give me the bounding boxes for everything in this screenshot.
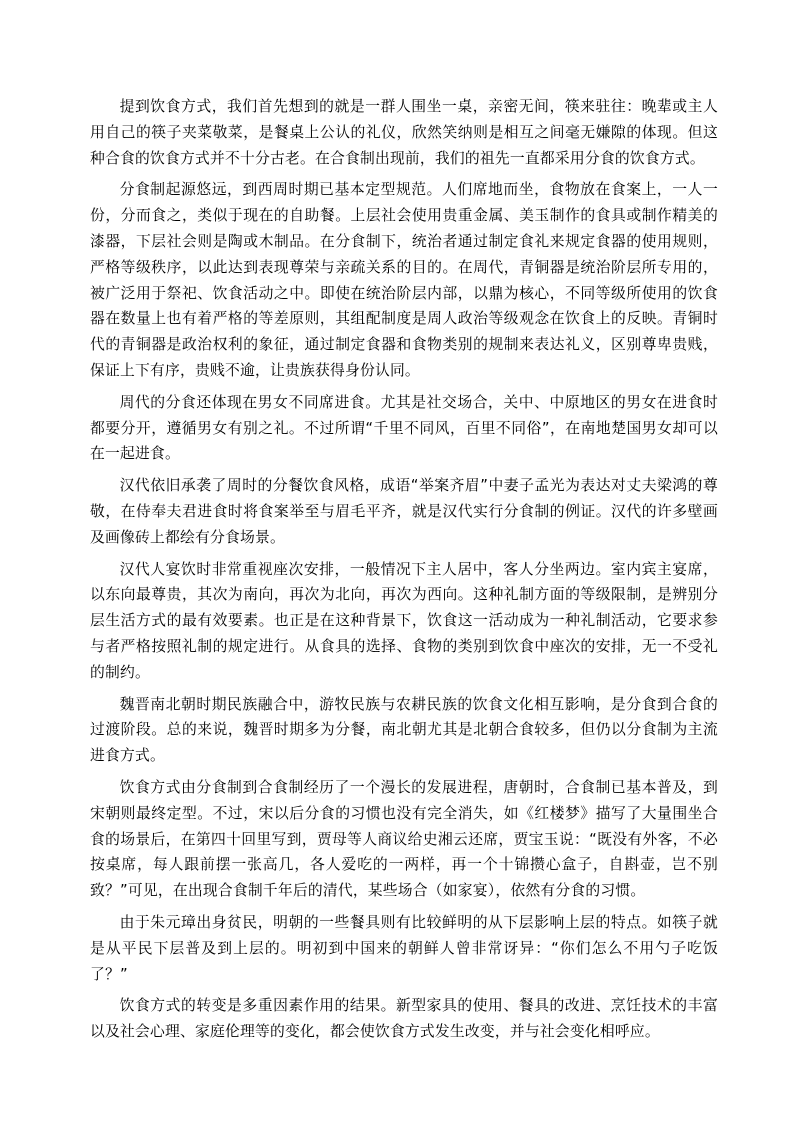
- paragraph-8: 由于朱元璋出身贫民，明朝的一些餐具则有比较鲜明的从下层影响上层的特点。如筷子就是从平民下层普及到上层的。明初到中国来的朝鲜人曾非常讶异：“你们怎么不用勺子吃饭了？”: [90, 913, 718, 983]
- paragraph-3: 周代的分食还体现在男女不同席进食。尤其是社交场合，关中、中原地区的男女在进食时都要分开，遵循男女有别之礼。不过所谓“千里不同风，百里不同俗”，在南地楚国男女却可以在一起进食。: [90, 393, 718, 463]
- paragraph-5: 汉代人宴饮时非常重视座次安排，一般情况下主人居中，客人分坐两边。室内宾主宴席，以东向最尊贵，其次为南向，再次为北向，再次为西向。这种礼制方面的等级限制，是辨别分层生活方式的最有效要素。也正是在这种背景下，饮食这一活动成为一种礼制活动，它要求参与者严格按照礼制的规定进行。从食具的选择、食物的类别到饮食中座次的安排，无一不受礼的制约。: [90, 560, 718, 681]
- paragraph-1: 提到饮食方式，我们首先想到的就是一群人围坐一桌，亲密无间，筷来驻往：晚辈或主人用自己的筷子夹菜敬菜，是餐桌上公认的礼仪，欣然笑纳则是相互之间毫无嫌隙的体现。但这种合食的饮食方式并不十分古老。在合食制出现前，我们的祖先一直都采用分食的饮食方式。: [90, 98, 718, 167]
- paragraph-4: 汉代依旧承袭了周时的分餐饮食风格，成语“举案齐眉”中妻子孟光为表达对丈夫梁鸿的尊敬，在侍奉夫君进食时将食案举至与眉毛平齐，就是汉代实行分食制的例证。汉代的许多壁画及画像砖上都绘有分食场景。: [90, 477, 718, 546]
- paragraph-7: 饮食方式由分食制到合食制经历了一个漫长的发展进程，唐朝时，合食制已基本普及，到宋朝则最终定型。不过，宋以后分食的习惯也没有完全消失，如《红楼梦》描写了大量围坐合食的场景后，在第四十回里写到，贾母等人商议给史湘云还席，贾宝玉说：“既没有外客，不必按桌席，每人跟前摆一张高几，各人爱吃的一两样，再一个十锦攒心盒子，自斟壶，岂不别致？”可见，在出现合食制千年后的清代，某些场合（如家宴），依然有分食的习惯。: [90, 778, 718, 900]
- article-body: [90, 94, 718, 1051]
- paragraph-9: 饮食方式的转变是多重因素作用的结果。新型家具的使用、餐具的改进、烹饪技术的丰富以及社会心理、家庭伦理等的变化，都会使饮食方式发生改变，并与社会变化相呼应。: [90, 997, 718, 1041]
- paragraph-6: 魏晋南北朝时期民族融合中，游牧民族与农耕民族的饮食文化相互影响，是分食到合食的过渡阶段。总的来说，魏晋时期多为分餐，南北朝尤其是北朝合食较多，但仍以分食制为主流进食方式。: [90, 695, 718, 765]
- paragraph-2: 分食制起源悠远，到西周时期已基本定型规范。人们席地而坐，食物放在食案上，一人一份，分而食之，类似于现在的自助餐。上层社会使用贵重金属、美玉制作的食具或制作精美的漆器，下层社会则是陶或木制品。在分食制下，统治者通过制定食礼来规定食器的使用规则，严格等级秩序，以此达到表现尊荣与亲疏关系的目的。在周代，青铜器是统治阶层所专用的，被广泛用于祭祀、饮食活动之中。即使在统治阶层内部，以鼎为核心，不同等级所使用的饮食器在数量上也有着严格的等差原则，其组配制度是周人政治等级观念在饮食上的反映。青铜时代的青铜器是政治权利的象征，通过制定食器和食物类别的规制来表达礼义，区别尊卑贵贱，保证上下有序，贵贱不逾，让贵族获得身份认同。: [90, 181, 718, 379]
